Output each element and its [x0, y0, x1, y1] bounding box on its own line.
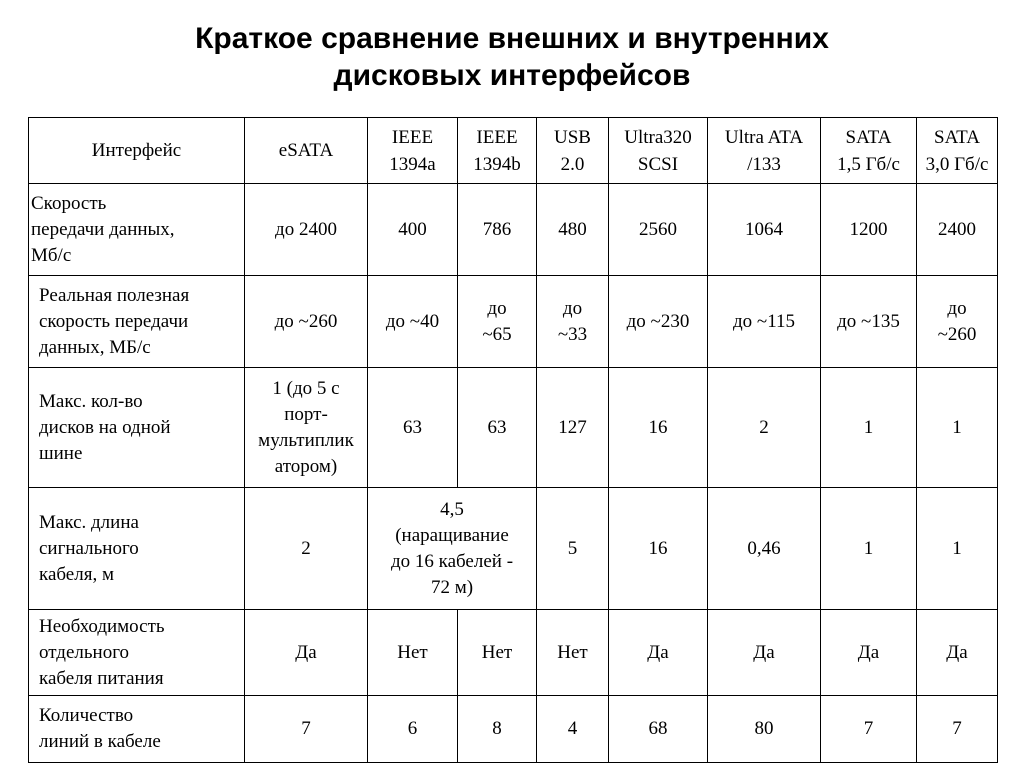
row-lines	[29, 696, 998, 763]
cell-real-sata15: до ~135	[821, 276, 917, 368]
cell-lines-sata30: 7	[917, 696, 998, 763]
row-label-lines: Количество линий в кабеле	[29, 696, 245, 763]
cell-cable-esata: 2	[245, 488, 368, 610]
cell-real-sata30: до ~260	[917, 276, 998, 368]
cell-power-esata: Да	[245, 610, 368, 696]
row-label-real-speed: Реальная полезная скорость передачи данных, МБ/с	[29, 276, 245, 368]
header-sata15: SATA 1,5 Гб/с	[821, 118, 917, 184]
cell-lines-ultra320: 68	[609, 696, 708, 763]
header-row	[29, 118, 998, 184]
row-label-power-cable: Необходимость отдельного кабеля питания	[29, 610, 245, 696]
cell-disks-usb: 127	[537, 368, 609, 488]
cell-power-ultra320: Да	[609, 610, 708, 696]
header-ultraata: Ultra ATA /133	[708, 118, 821, 184]
cell-lines-ieee1394a: 6	[368, 696, 458, 763]
cell-power-sata15: Да	[821, 610, 917, 696]
row-max-cable	[29, 488, 998, 610]
cell-real-ieee1394a: до ~40	[368, 276, 458, 368]
interface-comparison-table	[28, 117, 998, 763]
header-usb: USB 2.0	[537, 118, 609, 184]
cell-real-ultraata: до ~115	[708, 276, 821, 368]
cell-lines-ieee1394b: 8	[458, 696, 537, 763]
header-esata: eSATA	[245, 118, 368, 184]
cell-disks-ultraata: 2	[708, 368, 821, 488]
row-label-speed: Скорость передачи данных, Мб/с	[29, 184, 245, 276]
cell-disks-ieee1394b: 63	[458, 368, 537, 488]
cell-real-ultra320: до ~230	[609, 276, 708, 368]
cell-power-usb: Нет	[537, 610, 609, 696]
cell-speed-sata30: 2400	[917, 184, 998, 276]
cell-speed-esata: до 2400	[245, 184, 368, 276]
cell-cable-ieee1394: 4,5 (наращивание до 16 кабелей - 72 м)	[368, 488, 537, 610]
cell-speed-usb: 480	[537, 184, 609, 276]
row-power-cable	[29, 610, 998, 696]
cell-lines-esata: 7	[245, 696, 368, 763]
cell-cable-ultraata: 0,46	[708, 488, 821, 610]
cell-lines-ultraata: 80	[708, 696, 821, 763]
row-label-max-cable: Макс. длина сигнального кабеля, м	[29, 488, 245, 610]
cell-cable-ultra320: 16	[609, 488, 708, 610]
cell-disks-sata15: 1	[821, 368, 917, 488]
cell-cable-sata30: 1	[917, 488, 998, 610]
cell-cable-sata15: 1	[821, 488, 917, 610]
row-speed	[29, 184, 998, 276]
cell-lines-usb: 4	[537, 696, 609, 763]
slide-title-line-1: Краткое сравнение внешних и внутренних	[195, 22, 829, 55]
slide-title-line-2: дисковых интерфейсов	[333, 59, 691, 92]
header-ieee1394a: IEEE 1394a	[368, 118, 458, 184]
cell-speed-ieee1394b: 786	[458, 184, 537, 276]
header-ultra320: Ultra320 SCSI	[609, 118, 708, 184]
slide-title	[0, 20, 1024, 94]
cell-power-ultraata: Да	[708, 610, 821, 696]
row-real-speed	[29, 276, 998, 368]
header-sata30: SATA 3,0 Гб/с	[917, 118, 998, 184]
cell-disks-ieee1394a: 63	[368, 368, 458, 488]
row-label-max-disks: Макс. кол-во дисков на одной шине	[29, 368, 245, 488]
cell-speed-sata15: 1200	[821, 184, 917, 276]
header-ieee1394b: IEEE 1394b	[458, 118, 537, 184]
cell-lines-sata15: 7	[821, 696, 917, 763]
cell-speed-ieee1394a: 400	[368, 184, 458, 276]
cell-real-esata: до ~260	[245, 276, 368, 368]
cell-power-sata30: Да	[917, 610, 998, 696]
cell-real-usb: до ~33	[537, 276, 609, 368]
cell-disks-sata30: 1	[917, 368, 998, 488]
header-interface: Интерфейс	[29, 118, 245, 184]
cell-power-ieee1394a: Нет	[368, 610, 458, 696]
cell-speed-ultra320: 2560	[609, 184, 708, 276]
cell-disks-ultra320: 16	[609, 368, 708, 488]
row-max-disks	[29, 368, 998, 488]
cell-real-ieee1394b: до ~65	[458, 276, 537, 368]
cell-speed-ultraata: 1064	[708, 184, 821, 276]
cell-power-ieee1394b: Нет	[458, 610, 537, 696]
cell-cable-usb: 5	[537, 488, 609, 610]
cell-disks-esata: 1 (до 5 с порт- мультиплик атором)	[245, 368, 368, 488]
